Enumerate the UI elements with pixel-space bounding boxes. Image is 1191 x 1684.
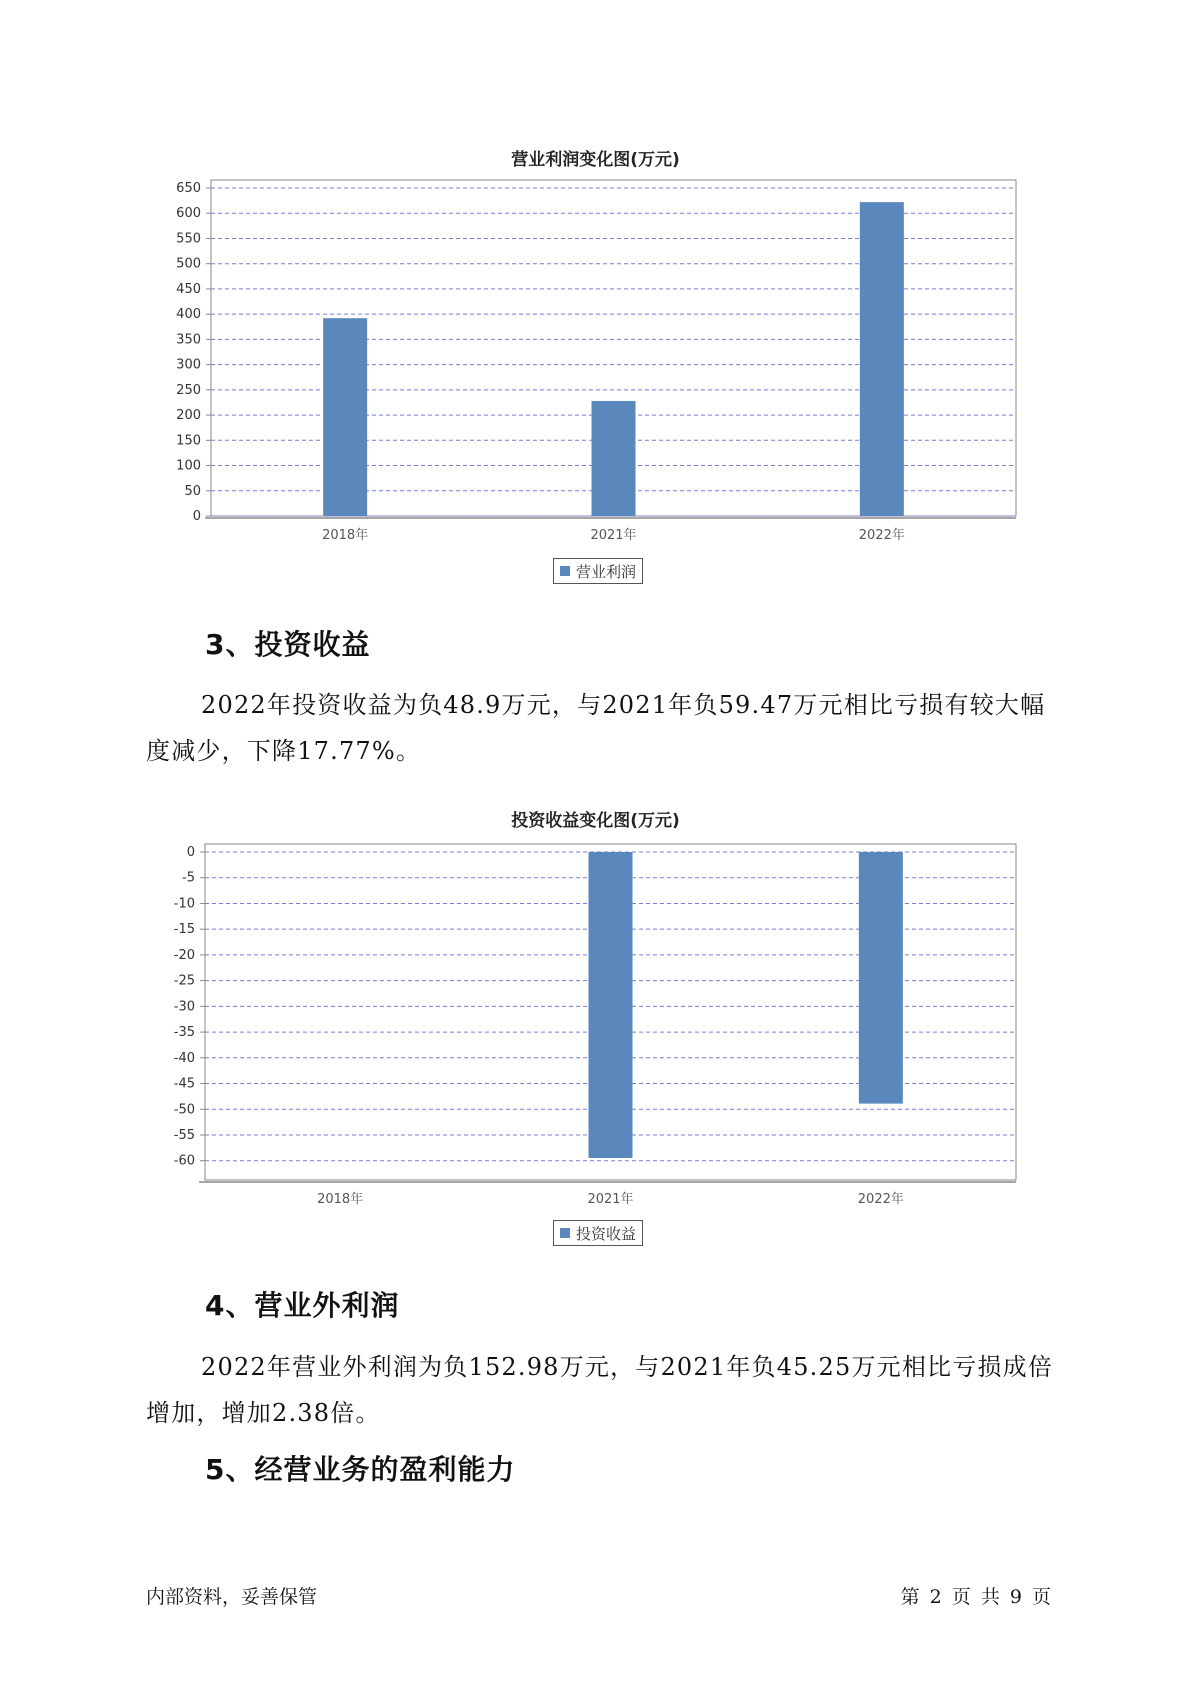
y-tick-label: 650: [176, 181, 201, 196]
y-tick-label: 550: [176, 231, 201, 247]
y-tick-label: -45: [173, 1076, 195, 1092]
x-tick-label: 2022年: [858, 528, 905, 543]
y-tick-label: -35: [173, 1025, 195, 1041]
y-tick-label: 400: [176, 307, 201, 323]
y-tick-label: -15: [173, 922, 195, 938]
bar-2: [589, 852, 633, 1158]
chart-2-title: 投资收益变化图(万元): [511, 811, 680, 831]
x-tick-label: 2018年: [317, 1192, 364, 1207]
section-5-heading: 5、经营业务的盈利能力: [205, 1453, 516, 1486]
chart-2-legend-label: 投资收益: [576, 1224, 637, 1243]
y-tick-label: 150: [176, 433, 201, 449]
chart-1-title: 营业利润变化图(万元): [511, 150, 680, 170]
footer-confidential-note: 内部资料，妥善保管: [146, 1586, 318, 1608]
y-tick-label: -55: [173, 1127, 195, 1143]
y-tick-label: -25: [173, 973, 195, 989]
y-tick-label: -20: [173, 947, 195, 963]
y-tick-label: 100: [176, 458, 201, 474]
y-tick-label: -60: [173, 1153, 195, 1169]
section-3-text: 2022年投资收益为负48.9万元，与2021年负59.47万元相比亏损有较大幅度减少，下降17.77%。: [146, 691, 1046, 765]
y-tick-label: 250: [176, 382, 201, 398]
y-tick-label: 0: [186, 845, 195, 860]
y-tick-label: 300: [176, 357, 201, 373]
y-tick-label: 0: [192, 509, 201, 524]
legend-swatch-icon: [560, 1228, 570, 1238]
x-tick-label: 2021年: [587, 1192, 634, 1207]
y-tick-label: 600: [176, 206, 201, 222]
bar-3: [859, 852, 903, 1104]
y-tick-label: 50: [184, 483, 201, 499]
y-tick-label: -5: [182, 870, 195, 886]
x-tick-label: 2018年: [322, 528, 369, 543]
y-tick-label: 450: [176, 281, 201, 297]
y-tick-label: -30: [173, 999, 195, 1015]
section-4-heading: 4、营业外利润: [205, 1289, 400, 1322]
chart-1-legend-label: 营业利润: [576, 562, 637, 581]
footer-page-number: 第 2 页 共 9 页: [900, 1586, 1051, 1608]
y-tick-label: 350: [176, 332, 201, 348]
y-tick-label: -10: [173, 896, 195, 912]
x-tick-label: 2022年: [857, 1192, 904, 1207]
x-tick-label: 2021年: [590, 528, 637, 543]
y-tick-label: 200: [176, 408, 201, 424]
section-4-text: 2022年营业外利润为负152.98万元，与2021年负45.25万元相比亏损成倍增加，增加2.38倍。: [146, 1353, 1054, 1427]
section-3-heading: 3、投资收益: [205, 628, 371, 661]
y-tick-label: -50: [173, 1102, 195, 1118]
chart-2-legend: [553, 1220, 643, 1246]
y-tick-label: 500: [176, 256, 201, 272]
y-tick-label: -40: [173, 1050, 195, 1066]
